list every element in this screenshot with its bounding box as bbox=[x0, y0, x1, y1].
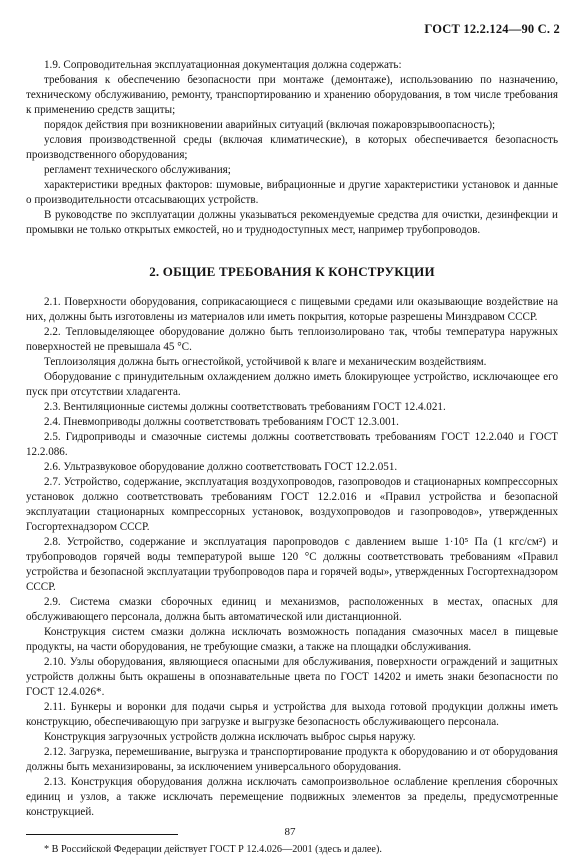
paragraph: 1.9. Сопроводительная эксплуатационная документация должна содержать: bbox=[44, 59, 402, 71]
paragraph: регламент технического обслуживания; bbox=[44, 164, 231, 176]
paragraph: Конструкция загрузочных устройств должна исключать выброс сырья наружу. bbox=[44, 731, 416, 743]
paragraph: Теплоизоляция должна быть огнестойкой, устойчивой к влаге и механическим воздействиям. bbox=[44, 356, 487, 368]
section-2 bbox=[26, 295, 558, 820]
paragraph: 2.3. Вентиляционные системы должны соответствовать требованиям ГОСТ 12.4.021. bbox=[44, 401, 446, 413]
page-header: ГОСТ 12.2.124—90 С. 2 bbox=[424, 22, 560, 36]
paragraph: 2.4. Пневмоприводы должны соответствовать требованиям ГОСТ 12.3.001. bbox=[44, 416, 399, 428]
page-body bbox=[26, 58, 558, 856]
paragraph: 2.2. Тепловыделяющее оборудование должно быть теплоизолировано так, чтобы температура наружных поверхностей не превышала 45 °С. bbox=[26, 326, 558, 353]
paragraph: 2.13. Конструкция оборудования должна исключать самопроизвольное ослабление крепления сборочных единиц и узлов, а также исключать перемещение подвижных элементов за пределы, предусмотренные конструкцией. bbox=[26, 776, 558, 818]
section-1-9 bbox=[26, 58, 558, 238]
paragraph: 2.5. Гидроприводы и смазочные системы должны соответствовать требованиям ГОСТ 12.2.040 и ГОСТ 12.2.086. bbox=[26, 431, 558, 458]
paragraph: требования к обеспечению безопасности при монтаже (демонтаже), использованию по назначению, техническому обслуживанию, ремонту, транспортированию и хранению оборудования, в том числе требования к применению средств защиты; bbox=[26, 74, 558, 116]
paragraph: 2.12. Загрузка, перемешивание, выгрузка и транспортирование продукта к оборудованию и от оборудования должны быть механизированы, за исключением универсального оборудования. bbox=[26, 746, 558, 773]
paragraph: 2.11. Бункеры и воронки для подачи сырья и устройства для выхода готовой продукции должны иметь конструкцию, обеспечивающую при загрузке и выгрузке безопасность обслуживающего персонала. bbox=[26, 701, 558, 728]
paragraph: 2.7. Устройство, содержание, эксплуатация воздухопроводов, газопроводов и стационарных компрессорных установок должно соответствовать требованиям ГОСТ 12.2.016 и «Правил устройства и безопасной эксплуатации стационарных компрессорных установок, воздухопроводов и газопроводов», утвержденных Госгортехнадзором СССР. bbox=[26, 476, 558, 533]
paragraph: характеристики вредных факторов: шумовые, вибрационные и другие характеристики установок и данные о производительности отсасывающих устройств. bbox=[26, 179, 558, 206]
footnote: * В Российской Федерации действует ГОСТ Р 12.4.026—2001 (здесь и далее). bbox=[44, 844, 382, 855]
paragraph: условия производственной среды (включая климатические), в которых обеспечивается безопасность производственного оборудования; bbox=[26, 134, 558, 161]
paragraph: 2.1. Поверхности оборудования, соприкасающиеся с пищевыми средами или оказывающие воздействие на них, должны быть изготовлены из материалов или иметь покрытия, которые разрешены Минздравом СССР. bbox=[26, 296, 558, 323]
paragraph: порядок действия при возникновении аварийных ситуаций (включая пожаровзрывоопасность); bbox=[44, 119, 496, 131]
page-number: 87 bbox=[284, 826, 296, 838]
paragraph: 2.6. Ультразвуковое оборудование должно соответствовать ГОСТ 12.2.051. bbox=[44, 461, 398, 473]
paragraph: 2.10. Узлы оборудования, являющиеся опасными для обслуживания, поверхности ограждений и защитных устройств должны быть окрашены в опознавательные цвета по ГОСТ 14202 и иметь знаки безопасности по ГОСТ 12.4.026*. bbox=[26, 656, 558, 698]
paragraph: 2.8. Устройство, содержание и эксплуатация паропроводов с давлением выше 1·10⁵ Па (1 кгс/см²) и трубопроводов горячей воды температурой выше 120 °С должны соответствовать требованиям «Правил устройства и безопасной эксплуатации трубопроводов пара и горячей воды», утвержденных Госгортехнадзором СССР. bbox=[26, 536, 558, 593]
paragraph: Конструкция систем смазки должна исключать возможность попадания смазочных масел в пищевые продукты, на части оборудования, не требующие смазки, а также на площадки обслуживания. bbox=[26, 626, 558, 653]
paragraph: 2.9. Система смазки сборочных единиц и механизмов, расположенных в местах, опасных для обслуживающего персонала, должна быть автоматической или дистанционной. bbox=[26, 596, 558, 623]
paragraph: В руководстве по эксплуатации должны указываться рекомендуемые средства для очистки, дезинфекции и промывки не только открытых емкостей, но и труднодоступных мест, например трубопроводов. bbox=[26, 209, 558, 236]
section-title: 2. ОБЩИЕ ТРЕБОВАНИЯ К КОНСТРУКЦИИ bbox=[149, 264, 435, 279]
paragraph: Оборудование с принудительным охлаждением должно иметь блокирующее устройство, исключающее его пуск при отсутствии хладагента. bbox=[26, 371, 558, 398]
